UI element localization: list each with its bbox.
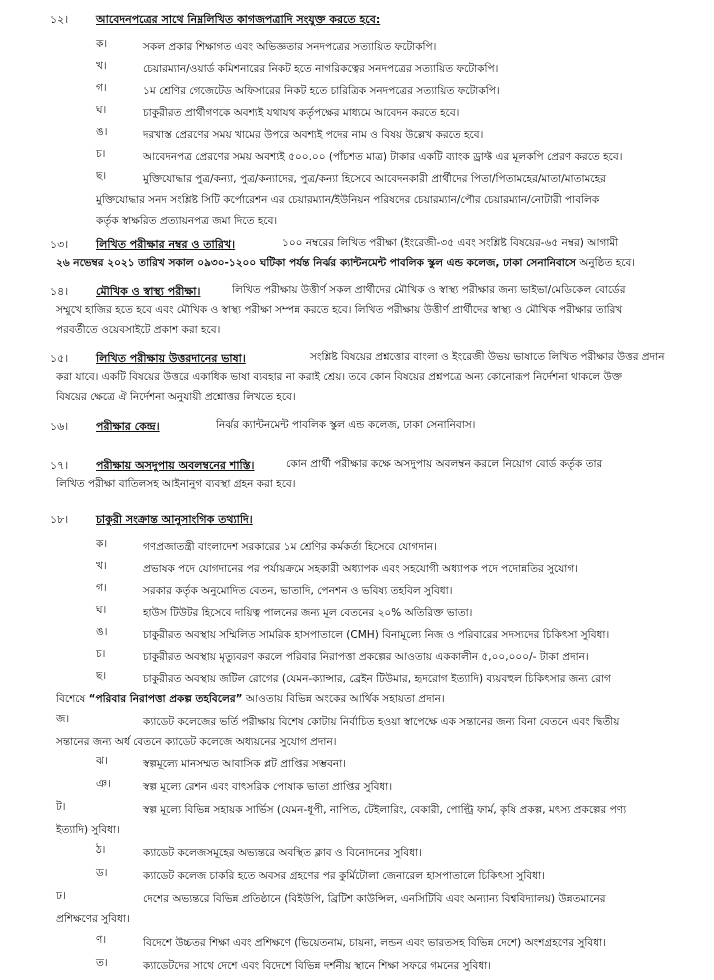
item-text: মুক্তিযোদ্ধার পুত্র/কন্যা, পুত্র/কন্যাদের, পুত্র/কন্যা হিসেবে আবেদনকারী প্রার্থীদের পিতা/পিতামহের/মাতা/মাতামহের [143,173,606,185]
section-text: পরবর্তীতে ওয়েবসাইটে প্রকাশ করা হবে। [56,324,221,336]
item-continuation: ইত্যাদি) সুবিধা। [56,824,120,836]
item-text: সরকার কর্তৃক অনুমোদিত বেতন, ভাতাদি, পেনশন ও ভবিষ্য তহবিল সুবিধা। [143,585,453,597]
section-text-line [56,256,635,273]
section-text: ১০০ নম্বরের লিখিত পরীক্ষা (ইংরেজী-৩৫ এবং সংশ্লিষ্ট বিষয়ের-৬৫ নম্বর) আগামী [282,237,619,249]
item-continuation: কর্তৃক স্বাক্ষরিত প্রত্যায়নপত্র জমা দিতে হবে। [96,215,278,227]
section-heading: লিখিত পরীক্ষায় উত্তরদানের ভাষা। [96,352,246,365]
item-text: হাউস টিউটর হিসেবে দায়িত্ব পালনের জন্য মূল বেতনের ২০% অতিরিক্ত ভাতা। [143,607,473,619]
item-label: জ। [56,713,70,725]
item-label: গ। [96,582,107,594]
continuation-text: বিশেষে [56,693,89,705]
section-text: করা যাবে। একটি বিষয়ের উত্তরে একাধিক ভাষা ব্যবহার না করাই শ্রেয়। তবে কোন বিষয়ের প্রশ্নপত্রে অন্য কোনোরূপ নির্দেশনা থাকলে উক্ত [56,371,622,383]
item-text: দরখাস্ত প্রেরণের সময় খামের উপরে অবশ্যই পদের নাম ও বিষয় উল্লেখ করতে হবে। [143,129,484,141]
fund-name: “পরিবার নিরাপত্তা প্রকল্প তহবিলের” [88,693,243,705]
item-text: স্বল্পমূল্যে মানসম্মত আবাসিক প্লট প্রাপ্তির সম্ভবনা। [143,758,346,770]
item-text: চাকুরীরত অবস্থায় সম্মিলিত সামরিক হাসপাতালে (CMH) বিনামূল্যে নিজ ও পরিবারের সদস্যদের চিকিৎসা সুবিধা। [143,629,610,641]
section-number: ১২। [50,13,69,26]
item-text: স্বল্প মূল্যে রেশন এবং বাৎসরিক পোষাক ভাতা প্রাপ্তির সুবিধা। [143,781,393,793]
item-text: চেয়ারম্যান/ওয়ার্ড কমিশনারের নিকট হতে নাগরিকত্বের সনদপত্রের সত্যায়িত ফটোকপি। [143,63,499,75]
item-text: চাকুরীরত অবস্থায় জটিল রোগের (যেমন-ক্যান্সার, ব্রেইন টিউমার, হৃদরোগ ইত্যাদি) ব্যয়বহুল চিকিৎসার জন্য রোগ [143,673,611,685]
section-text: বিষয়ের ক্ষেত্রে ঐ নির্দেশনা অনুযায়ী প্রশ্নোত্তর লিখতে হবে। [56,391,296,403]
item-text: দেশের অভ্যন্তরে বিভিন্ন প্রতিষ্ঠানে (বিইউপি, ব্রিটিশ কাউন্সিল, এনসিটিবি এবং অন্যান্য বিশ্ববিদ্যালয়) উন্নতমানের [143,893,606,905]
section-text: নির্ঝর ক্যান্টনমেন্ট পাবলিক স্কুল এন্ড কলেজ, ঢাকা সেনানিবাস। [216,419,476,431]
section-text: লিখিত পরীক্ষা বাতিলসহ আইনানুগ ব্যবস্থা গ্রহন করা হবে। [56,478,296,490]
section-number: ১৪। [50,285,69,298]
item-continuation: সন্তানের জন্য অর্ধ বেতনে ক্যাডেট কলেজে অধ্যয়নের সুযোগ প্রদান। [56,736,337,748]
item-text: সকল প্রকার শিক্ষাগত এবং অভিজ্ঞতার সনদপত্রের সত্যায়িত ফটোকপি। [143,41,437,53]
section-text: লিখিত পরীক্ষায় উত্তীর্ণ সকল প্রার্থীদের মৌখিক ও স্বাস্থ্য পরীক্ষার জন্য ভাইভা/মেডিকেল বোর্ডের [232,284,626,296]
section-text: সংশ্লিষ্ট বিষয়ের প্রশ্নত্তোর বাংলা ও ইংরেজী উভয় ভাষাতে লিখিত পরীক্ষার উত্তর প্রদান [310,351,665,363]
section-number: ১৭। [50,459,69,472]
item-label: ণ। [96,934,107,946]
item-label: ক। [96,538,108,550]
item-label: খ। [96,560,107,572]
item-label: ঞ। [96,778,111,790]
item-text: স্বল্প মূল্যে বিভিন্ন সহায়ক সার্ভিস (যেমন-ধূপী, নাপিত, টেইলারিং, বেকারী, পোল্ট্রি ফার্ম, কৃষি প্রকল্প, মৎস্য প্রকল্পের পণ্য [143,804,627,816]
item-label: ট। [56,801,66,813]
item-text: আবেদনপত্র প্রেরণের সময় অবশ্যই ৫০০.০০ (পাঁচশত মাত্র) টাকার একটি ব্যাংক ড্রাফ্ট এর মূলকপি প্রেরণ করতে হবে। [143,151,623,163]
item-label: চ। [96,148,106,160]
item-continuation [56,689,646,709]
item-label: ঘ। [96,104,107,116]
item-continuation: প্রশিক্ষণের সুবিধা। [56,913,130,925]
section-text: সম্মুখে হাজির হতে হবে এবং মৌখিক ও স্বাস্থ্য পরীক্ষা সম্পন্ন করতে হবে। লিখিত পরীক্ষায় উত্তীর্ণ প্রার্থীদের স্বাস্থ্য ও মৌখিক পরীক্ষার তারিখ [56,304,623,316]
item-label: ত। [96,957,108,969]
section-heading: পরীক্ষার কেন্দ্র। [96,420,160,433]
section-text: অনুষ্ঠিত হবে। [575,257,636,269]
item-label: খ। [96,60,107,72]
section-heading: চাকুরী সংক্রান্ত আনুসাংগিক তথ্যাদি। [96,513,253,526]
item-text: ক্যাডেট কলেজসমূহের অভ্যন্তরে অবস্থিত ক্লাব ও বিনোদনের সুবিধা। [143,847,422,859]
item-text: ক্যাডেট কলেজ চাকরি হতে অবসর গ্রহণের পর কুর্মিটোলা জেনারেল হাসপাতালে চিকিৎসা সুবিধা। [143,870,545,882]
item-text: প্রভাষক পদে যোগদানের পর পর্যায়ক্রমে সহকারী অধ্যাপক এবং সহযোগী অধ্যাপক পদে পদোন্নতির সুযোগ। [143,563,578,575]
section-heading: আবেদনপত্রের সাথে নিম্নলিখিত কাগজপত্রাদি সংযুক্ত করতে হবে: [96,13,381,26]
item-label: ছ। [96,170,107,182]
item-label: ঢ। [56,890,66,902]
item-text: গণপ্রজাতন্ত্রী বাংলাদেশ সরকারের ১ম শ্রেণির কর্মকর্তা হিসেবে যোগদান। [143,541,437,553]
item-text: ১ম শ্রেণির গেজেটেড অফিসারের নিকট হতে চারিত্রিক সনদপত্রের সত্যায়িত ফটোকপি। [143,85,500,97]
section-number: ১৬। [50,420,69,433]
item-continuation: মুক্তিযোদ্ধার সনদ সংশ্লিষ্ট সিটি কর্পোরেশন এর চেয়ারম্যান/ইউনিয়ন পরিষদের চেয়ারম্যান/পৌর চেয়ারম্যান/নোটারী পাবলিক [96,194,600,206]
section-number: ১৫। [50,352,69,365]
item-label: ঠ। [96,844,106,856]
item-text: চাকুরীরত প্রার্থীগণকে অবশ্যই যথাযথ কর্তৃপক্ষের মাধ্যমে আবেদন করতে হবে। [143,107,460,119]
section-number: ১৮। [50,513,69,526]
item-text: চাকুরীরত অবস্থায় মৃত্যুবরণ করলে পরিবার নিরাপত্তা প্রকল্পের আওতায় এককালীন ৫,০০,০০০/- টাকা প্রদান। [143,651,589,663]
item-label: চ। [96,648,106,660]
item-label: ছ। [96,670,107,682]
item-label: ঙ। [96,626,108,638]
section-heading: পরীক্ষায় অসদুপায় অবলম্বনের শাস্তি। [96,459,255,472]
item-label: ঙ। [96,126,108,138]
section-heading: লিখিত পরীক্ষার নম্বর ও তারিখ। [96,238,236,251]
item-text: বিদেশে উচ্চতর শিক্ষা এবং প্রশিক্ষণে (ভিয়েতনাম, চায়না, লন্ডন এবং ভারতসহ বিভিন্ন দেশে) অংশগ্রহণের সুবিধা। [143,937,606,949]
section-text: কোন প্রার্থী পরীক্ষার কক্ষে অসদুপায় অবলম্বন করলে নিয়োগ বোর্ড কর্তৃক তার [286,458,603,470]
continuation-text: আওতায় বিভিন্ন অংকের আর্থিক সহায়তা প্রদান। [242,693,445,705]
item-label: ক। [96,38,108,50]
item-text: ক্যাডেট কলেজের ভর্তি পরীক্ষায় বিশেষ কোটায় নির্বাচিত হওয়া স্বাপেক্ষে এক সন্তানের জন্য বিনা বেতনে এবং দ্বিতীয় [143,716,620,728]
item-label: গ। [96,82,107,94]
item-label: ঘ। [96,604,107,616]
section-number: ১৩। [50,238,69,251]
exam-date-venue: ২৬ নভেম্বর ২০২১ তারিখ সকাল ০৯৩০-১২০০ ঘটিকা পর্যন্ত নির্ঝর ক্যান্টনমেন্ট পাবলিক স্কুল এন্ড কলেজ, ঢাকা সেনানিবাসে [56,257,576,269]
item-label: ড। [96,867,108,879]
section-heading: মৌখিক ও স্বাস্থ্য পরীক্ষা। [96,285,201,298]
item-text: ক্যাডেটদের সাথে দেশে এবং বিদেশে বিভিন্ন দর্শনীয় স্থানে শিক্ষা সফরে গমনের সুবিধা। [143,960,492,972]
item-label: ঝ। [96,755,108,767]
